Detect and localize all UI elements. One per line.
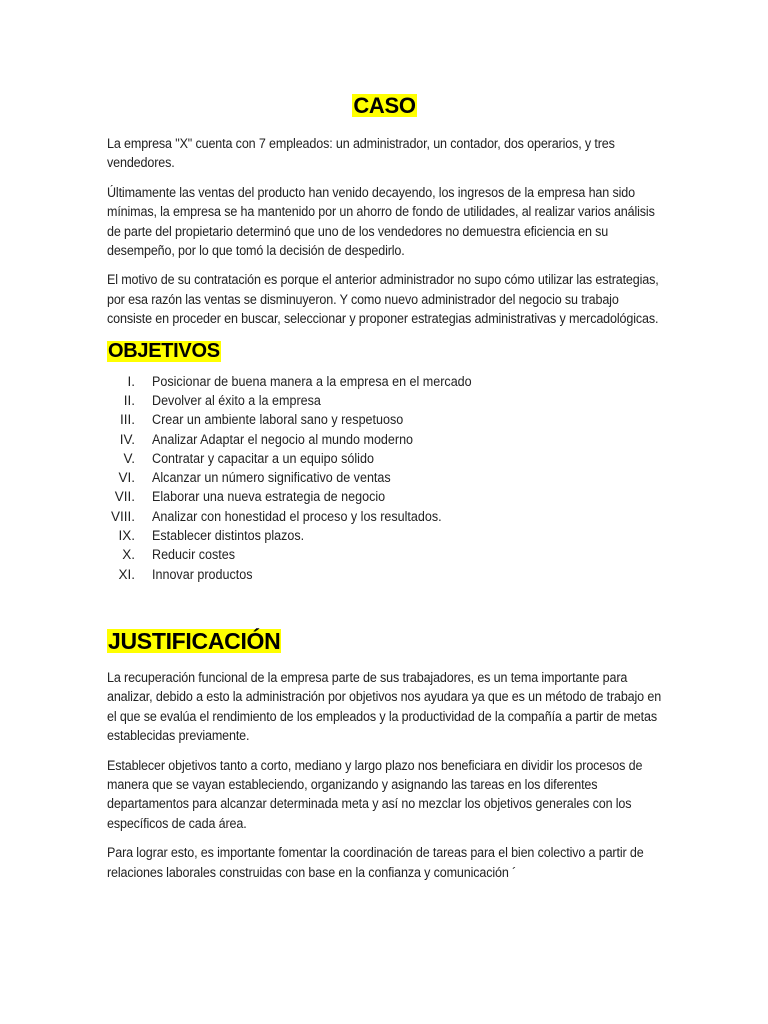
list-item — [107, 507, 662, 526]
list-item-number: VI. — [118, 470, 135, 486]
list-item-number: XI. — [118, 566, 135, 582]
objetivos-heading-wrap — [107, 341, 662, 362]
list-item — [107, 468, 662, 487]
list-item-number: IV. — [119, 431, 135, 447]
list-item-text: Analizar con honestidad el proceso y los resultados. — [152, 508, 442, 524]
list-item-text: Elaborar una nueva estrategia de negocio — [152, 489, 386, 505]
list-item-text: Crear un ambiente laboral sano y respetuoso — [152, 412, 404, 428]
list-item-text: Innovar productos — [152, 566, 253, 582]
list-item-number: I. — [127, 373, 135, 389]
list-item-number: X. — [122, 547, 135, 563]
justificacion-paragraph-1: La recuperación funcional de la empresa parte de sus trabajadores, es un tema importante para analizar, debido a esto la administración por objetivos nos ayudara ya que es un método de trabajo en el que se evalúa el rendimiento de los empleados y la productividad de la compañía a partir de metas establecidas previamente. — [107, 669, 662, 744]
list-item-number: VIII. — [110, 508, 135, 524]
caso-paragraph-1: La empresa "X" cuenta con 7 empleados: un administrador, un contador, dos operarios, y tres vendedores. — [107, 136, 615, 171]
list-item — [107, 391, 662, 410]
list-item — [107, 410, 662, 429]
list-item-number: V. — [123, 450, 135, 466]
caso-heading: CASO — [353, 93, 416, 118]
objetivos-list — [107, 372, 662, 584]
list-item-text: Devolver al éxito a la empresa — [152, 392, 321, 408]
list-item — [107, 545, 662, 564]
list-item-text: Contratar y capacitar a un equipo sólido — [152, 450, 374, 466]
document-content — [107, 94, 662, 892]
list-item — [107, 526, 662, 545]
list-item — [107, 487, 662, 506]
list-item-text: Establecer distintos plazos. — [152, 528, 305, 544]
caso-paragraph-3: El motivo de su contratación es porque el anterior administrador no supo cómo utilizar las estrategias, por esa razón las ventas se disminuyeron. Y como nuevo administrador del negocio su trabajo consiste en proceder en buscar, seleccionar y proponer estrategias administrativas y mercadológicas. — [107, 272, 659, 327]
list-item — [107, 372, 662, 391]
justificacion-paragraph-2: Establecer objetivos tanto a corto, mediano y largo plazo nos beneficiara en dividir los procesos de manera que se vayan estableciendo, organizando y asignando las tareas en los diferentes departamentos para alcanzar determinada meta y así no mezclar los objetivos generales con los específicos de cada área. — [107, 757, 643, 831]
caso-heading-wrap — [107, 94, 662, 120]
list-item-number: VII. — [114, 489, 135, 505]
list-item — [107, 449, 662, 468]
justificacion-paragraph-3: Para lograr esto, es importante fomentar la coordinación de tareas para el bien colectivo a partir de relaciones laborales construidas con base en la confianza y comunicación ´ — [107, 845, 644, 880]
list-item — [107, 430, 662, 449]
list-item-text: Posicionar de buena manera a la empresa en el mercado — [152, 373, 472, 389]
objetivos-heading: OBJETIVOS — [108, 339, 220, 362]
justificacion-heading-wrap — [107, 629, 662, 654]
list-item-text: Analizar Adaptar el negocio al mundo moderno — [152, 431, 414, 447]
list-item — [107, 565, 662, 584]
list-item-number: II. — [123, 392, 135, 408]
caso-paragraph-2: Últimamente las ventas del producto han venido decayendo, los ingresos de la empresa han sido mínimas, la empresa se ha mantenido por un ahorro de fondo de utilidades, al realizar varios análisis de parte del propietario determinó que uno de los vendedores no demuestra eficiencia en su desempeño, por lo que tomó la decisión de despedirlo. — [107, 184, 655, 259]
list-item-text: Reducir costes — [152, 547, 236, 563]
list-item-number: IX. — [118, 528, 135, 544]
list-item-text: Alcanzar un número significativo de ventas — [152, 470, 391, 486]
justificacion-heading: JUSTIFICACIÓN — [108, 627, 281, 654]
list-item-number: III. — [119, 412, 135, 428]
